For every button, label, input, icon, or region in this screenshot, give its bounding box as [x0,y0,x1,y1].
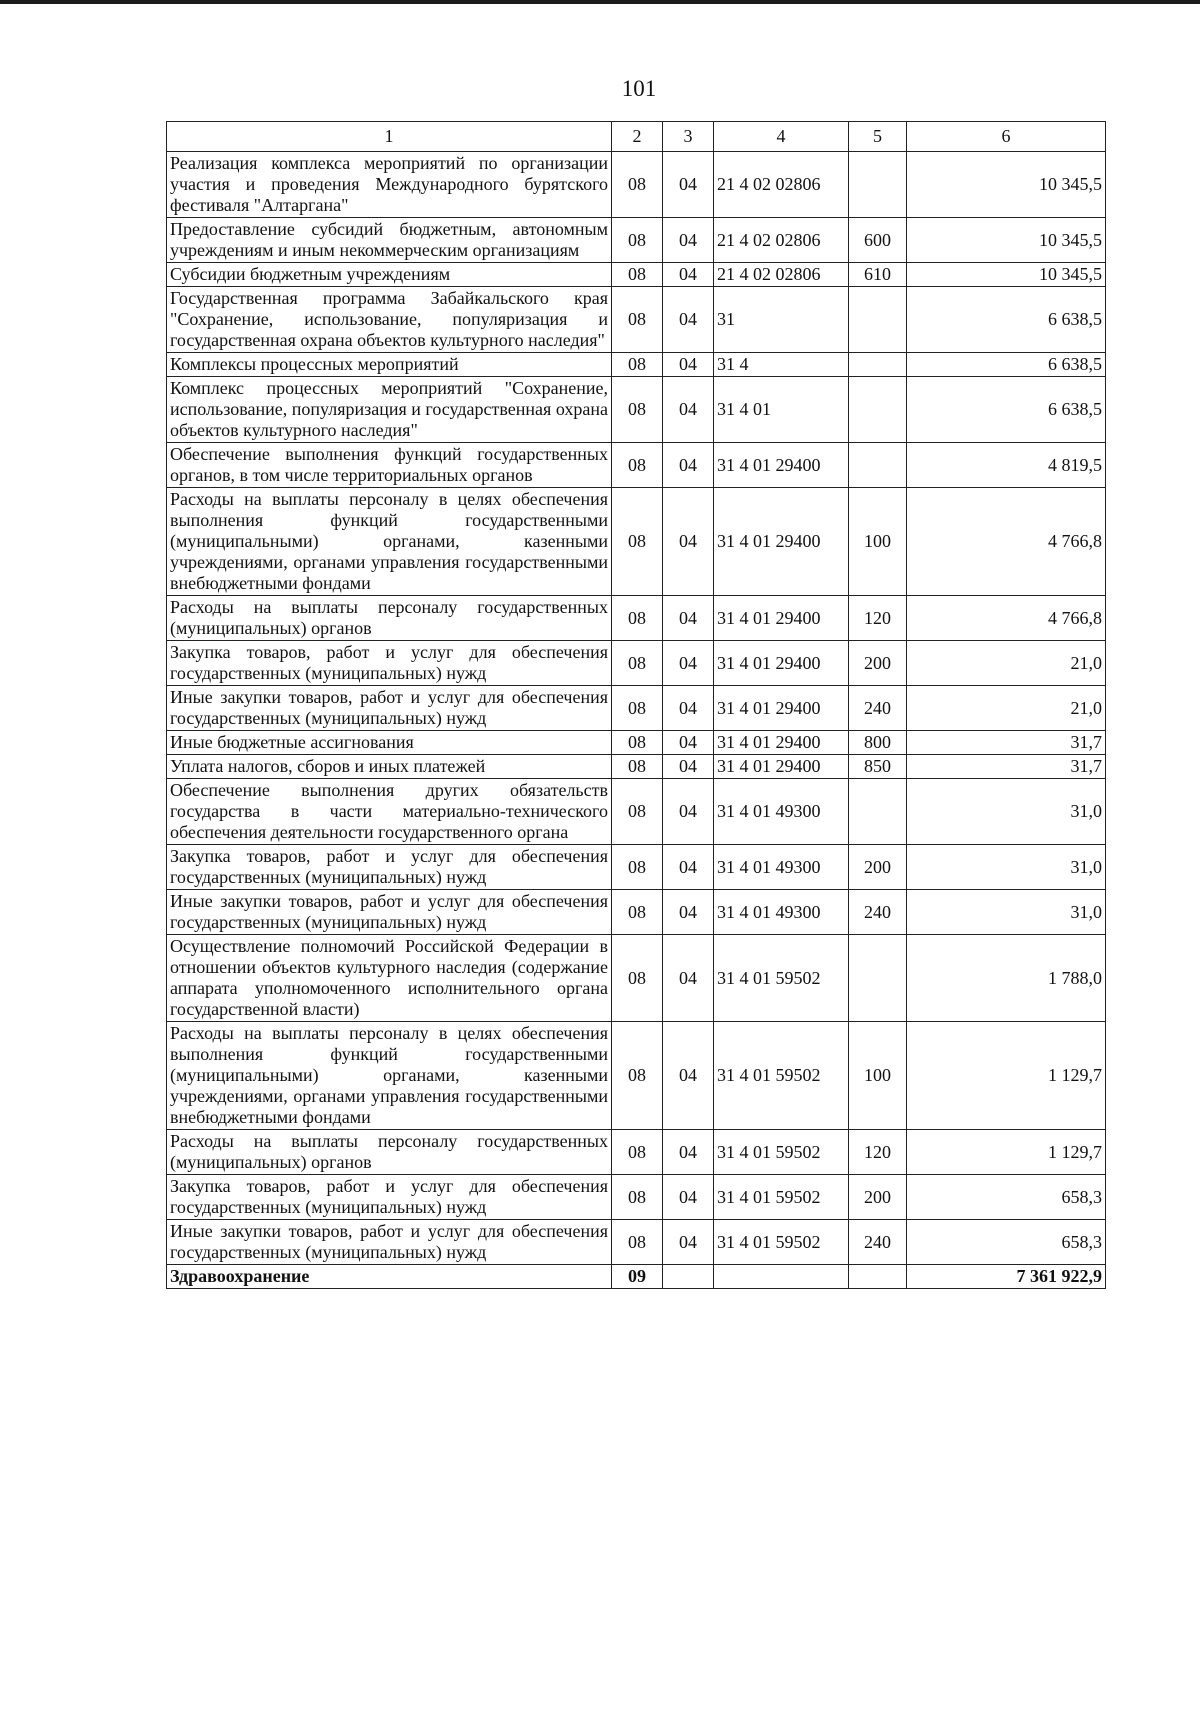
section-code-cell: 08 [612,152,663,218]
expense-type-cell [849,443,907,488]
amount-cell: 31,0 [907,845,1106,890]
expense-name-cell: Реализация комплекса мероприятий по организации участия и проведения Международного бурятского фестиваля "Алтаргана" [167,152,612,218]
table-row [167,890,1106,935]
header-row [167,122,1106,152]
expense-name-cell: Государственная программа Забайкальского края "Сохранение, использование, популяризация и государственная охрана объектов культурного наследия" [167,287,612,353]
subsection-code-cell: 04 [663,779,714,845]
amount-cell: 10 345,5 [907,152,1106,218]
section-code-cell: 09 [612,1265,663,1289]
subsection-code-cell: 04 [663,1175,714,1220]
amount-cell: 31,7 [907,755,1106,779]
expense-type-cell: 240 [849,890,907,935]
target-article-cell: 31 4 01 59502 [714,1175,849,1220]
expense-type-cell [849,152,907,218]
expense-name-cell: Расходы на выплаты персоналу в целях обеспечения выполнения функций государственными (муниципальными) органами, казенными учреждениями, органами управления государственными внебюджетными фондами [167,1022,612,1130]
table-row [167,1175,1106,1220]
top-rule [0,0,1200,4]
section-code-cell: 08 [612,377,663,443]
target-article-cell: 31 4 01 29400 [714,755,849,779]
expense-name-cell: Осуществление полномочий Российской Федерации в отношении объектов культурного наследия (содержание аппарата уполномоченного исполнительного органа государственной власти) [167,935,612,1022]
expense-type-cell [849,935,907,1022]
expense-type-cell: 200 [849,845,907,890]
amount-cell: 658,3 [907,1175,1106,1220]
table-row [167,1130,1106,1175]
target-article-cell: 31 4 01 29400 [714,686,849,731]
subsection-code-cell: 04 [663,443,714,488]
budget-table [166,121,1106,1289]
table-row [167,845,1106,890]
amount-cell: 31,0 [907,890,1106,935]
table-row [167,755,1106,779]
table-row [167,1022,1106,1130]
target-article-cell: 31 4 01 29400 [714,641,849,686]
amount-cell: 4 819,5 [907,443,1106,488]
target-article-cell: 21 4 02 02806 [714,218,849,263]
expense-type-cell: 120 [849,1130,907,1175]
expense-type-cell: 100 [849,1022,907,1130]
table-row [167,443,1106,488]
table-row [167,263,1106,287]
expense-name-cell: Иные бюджетные ассигнования [167,731,612,755]
target-article-cell: 31 [714,287,849,353]
expense-name-cell: Субсидии бюджетным учреждениям [167,263,612,287]
total-row [167,1265,1106,1289]
target-article-cell: 31 4 01 59502 [714,935,849,1022]
expense-name-cell: Закупка товаров, работ и услуг для обеспечения государственных (муниципальных) нужд [167,1175,612,1220]
expense-type-cell: 120 [849,596,907,641]
amount-cell: 4 766,8 [907,596,1106,641]
expense-name-cell: Расходы на выплаты персоналу в целях обеспечения выполнения функций государственными (муниципальными) органами, казенными учреждениями, органами управления государственными внебюджетными фондами [167,488,612,596]
subsection-code-cell: 04 [663,890,714,935]
expense-name-cell: Расходы на выплаты персоналу государственных (муниципальных) органов [167,1130,612,1175]
expense-type-cell: 240 [849,1220,907,1265]
expense-type-cell [849,287,907,353]
section-code-cell: 08 [612,1130,663,1175]
section-code-cell: 08 [612,263,663,287]
expense-name-cell: Здравоохранение [167,1265,612,1289]
subsection-code-cell: 04 [663,377,714,443]
subsection-code-cell: 04 [663,218,714,263]
expense-type-cell: 610 [849,263,907,287]
subsection-code-cell: 04 [663,353,714,377]
subsection-code-cell [663,1265,714,1289]
target-article-cell: 31 4 01 49300 [714,845,849,890]
subsection-code-cell: 04 [663,1130,714,1175]
amount-cell: 1 788,0 [907,935,1106,1022]
amount-cell: 6 638,5 [907,377,1106,443]
section-code-cell: 08 [612,488,663,596]
expense-name-cell: Обеспечение выполнения других обязательств государства в части материально-технического обеспечения деятельности государственного органа [167,779,612,845]
header-cell: 1 [167,122,612,152]
expense-name-cell: Закупка товаров, работ и услуг для обеспечения государственных (муниципальных) нужд [167,845,612,890]
subsection-code-cell: 04 [663,1220,714,1265]
subsection-code-cell: 04 [663,755,714,779]
expense-name-cell: Уплата налогов, сборов и иных платежей [167,755,612,779]
expense-type-cell: 800 [849,731,907,755]
header-cell: 3 [663,122,714,152]
section-code-cell: 08 [612,890,663,935]
subsection-code-cell: 04 [663,1022,714,1130]
target-article-cell: 21 4 02 02806 [714,152,849,218]
amount-cell: 10 345,5 [907,218,1106,263]
amount-cell: 7 361 922,9 [907,1265,1106,1289]
section-code-cell: 08 [612,935,663,1022]
header-cell: 5 [849,122,907,152]
amount-cell: 4 766,8 [907,488,1106,596]
section-code-cell: 08 [612,641,663,686]
expense-type-cell [849,1265,907,1289]
header-cell: 4 [714,122,849,152]
expense-type-cell: 600 [849,218,907,263]
subsection-code-cell: 04 [663,641,714,686]
amount-cell: 31,0 [907,779,1106,845]
subsection-code-cell: 04 [663,488,714,596]
table-row [167,1220,1106,1265]
subsection-code-cell: 04 [663,845,714,890]
header-cell: 2 [612,122,663,152]
expense-name-cell: Расходы на выплаты персоналу государственных (муниципальных) органов [167,596,612,641]
expense-type-cell: 200 [849,1175,907,1220]
section-code-cell: 08 [612,353,663,377]
target-article-cell: 31 4 01 [714,377,849,443]
expense-name-cell: Иные закупки товаров, работ и услуг для обеспечения государственных (муниципальных) нужд [167,686,612,731]
table-row [167,218,1106,263]
section-code-cell: 08 [612,731,663,755]
subsection-code-cell: 04 [663,263,714,287]
section-code-cell: 08 [612,1175,663,1220]
amount-cell: 1 129,7 [907,1022,1106,1130]
table-row [167,377,1106,443]
table-row [167,488,1106,596]
target-article-cell: 31 4 01 59502 [714,1130,849,1175]
expense-type-cell: 240 [849,686,907,731]
table-row [167,641,1106,686]
expense-type-cell [849,779,907,845]
target-article-cell: 31 4 01 29400 [714,488,849,596]
target-article-cell: 31 4 01 49300 [714,890,849,935]
section-code-cell: 08 [612,686,663,731]
expense-type-cell [849,353,907,377]
table-row [167,596,1106,641]
amount-cell: 21,0 [907,641,1106,686]
subsection-code-cell: 04 [663,935,714,1022]
target-article-cell: 31 4 01 59502 [714,1022,849,1130]
target-article-cell: 31 4 01 29400 [714,596,849,641]
table-row [167,353,1106,377]
header-cell: 6 [907,122,1106,152]
amount-cell: 658,3 [907,1220,1106,1265]
section-code-cell: 08 [612,845,663,890]
subsection-code-cell: 04 [663,287,714,353]
amount-cell: 6 638,5 [907,287,1106,353]
section-code-cell: 08 [612,596,663,641]
section-code-cell: 08 [612,1220,663,1265]
table-row [167,935,1106,1022]
target-article-cell: 31 4 01 29400 [714,731,849,755]
table-row [167,731,1106,755]
expense-name-cell: Предоставление субсидий бюджетным, автономным учреждениям и иным некоммерческим организациям [167,218,612,263]
section-code-cell: 08 [612,779,663,845]
section-code-cell: 08 [612,443,663,488]
amount-cell: 6 638,5 [907,353,1106,377]
table-row [167,779,1106,845]
amount-cell: 10 345,5 [907,263,1106,287]
target-article-cell: 31 4 [714,353,849,377]
subsection-code-cell: 04 [663,686,714,731]
expense-name-cell: Комплексы процессных мероприятий [167,353,612,377]
table-row [167,287,1106,353]
section-code-cell: 08 [612,755,663,779]
subsection-code-cell: 04 [663,731,714,755]
target-article-cell: 31 4 01 59502 [714,1220,849,1265]
subsection-code-cell: 04 [663,596,714,641]
expense-type-cell: 850 [849,755,907,779]
amount-cell: 21,0 [907,686,1106,731]
page-number: 101 [621,76,657,101]
amount-cell: 31,7 [907,731,1106,755]
table-row [167,686,1106,731]
target-article-cell: 31 4 01 49300 [714,779,849,845]
target-article-cell [714,1265,849,1289]
subsection-code-cell: 04 [663,152,714,218]
expense-name-cell: Закупка товаров, работ и услуг для обеспечения государственных (муниципальных) нужд [167,641,612,686]
expense-name-cell: Иные закупки товаров, работ и услуг для обеспечения государственных (муниципальных) нужд [167,1220,612,1265]
target-article-cell: 21 4 02 02806 [714,263,849,287]
expense-type-cell: 200 [849,641,907,686]
expense-name-cell: Комплекс процессных мероприятий "Сохранение, использование, популяризация и государственная охрана объектов культурного наследия" [167,377,612,443]
expense-name-cell: Обеспечение выполнения функций государственных органов, в том числе территориальных органов [167,443,612,488]
expense-type-cell [849,377,907,443]
section-code-cell: 08 [612,1022,663,1130]
target-article-cell: 31 4 01 29400 [714,443,849,488]
section-code-cell: 08 [612,287,663,353]
section-code-cell: 08 [612,218,663,263]
table-row [167,152,1106,218]
expense-type-cell: 100 [849,488,907,596]
expense-name-cell: Иные закупки товаров, работ и услуг для обеспечения государственных (муниципальных) нужд [167,890,612,935]
amount-cell: 1 129,7 [907,1130,1106,1175]
